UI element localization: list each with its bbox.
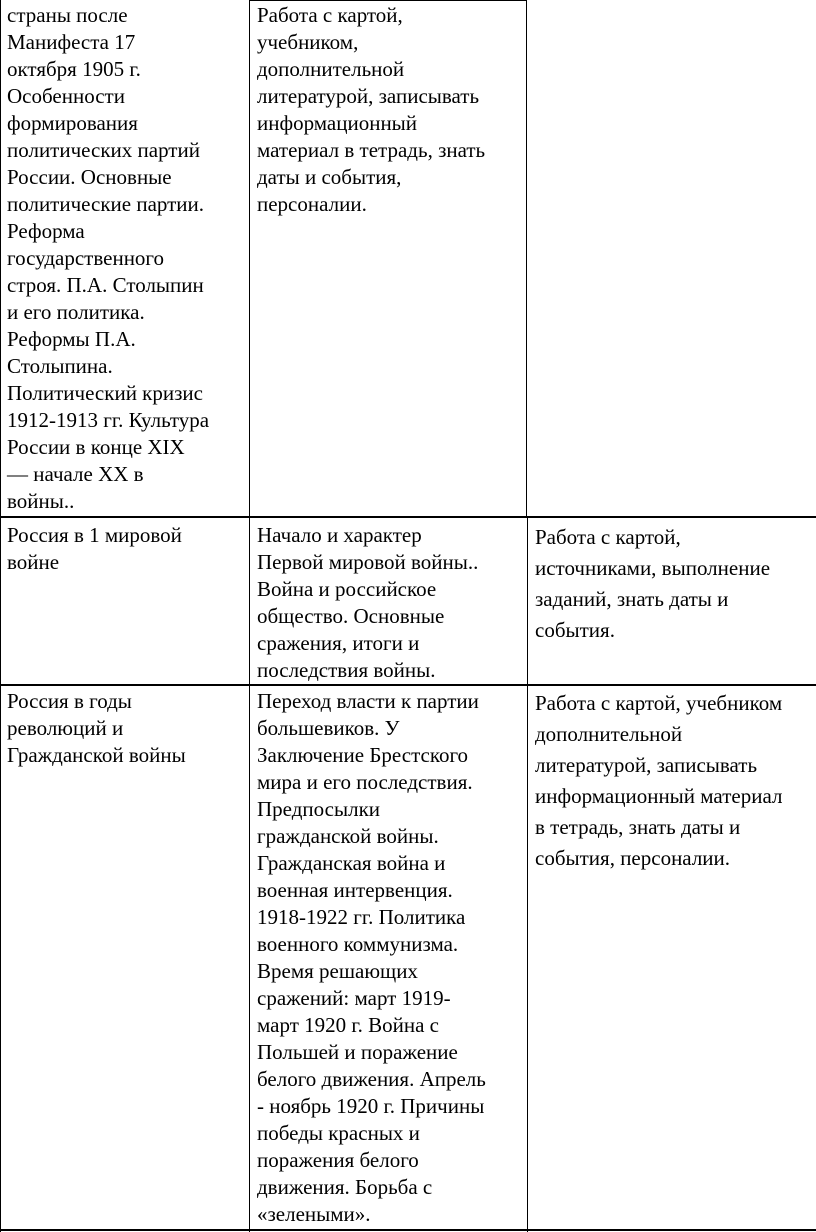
table-column-divider-2-upper	[526, 0, 527, 518]
table-row-divider-2	[0, 684, 816, 686]
row2-activities-cell: Работа с картой, источниками, выполнение заданий, знать даты и события.	[535, 525, 771, 642]
table-border-top	[250, 0, 526, 1]
table-column-divider-2-lower	[527, 518, 528, 1232]
row2-topic-cell: Россия в 1 мировой войне	[7, 523, 182, 574]
row1-topic-cell: страны после Манифеста 17 октября 1905 г. Особенности формирования политических партий России. Основные политические партии. Реформа государственного строя. П.А. Столыпин и его политика. Реформы П.А. Столыпина. Политический кризис 1912-1913 гг. Культура России в конце XIX — начале XX в войны..	[7, 3, 210, 513]
table-column-divider-1	[249, 0, 250, 1232]
table-border-left	[0, 0, 1, 1232]
row1-activities-cell: Работа с картой, учебником, дополнительной литературой, записывать информационный материал в тетрадь, знать даты и события, персоналии.	[257, 3, 486, 216]
row3-activities-cell: Работа с картой, учебником дополнительной литературой, записывать информационный материал в тетрадь, знать даты и события, персоналии.	[535, 691, 783, 870]
row2-content-cell: Начало и характер Первой мировой войны.. Война и российское общество. Основные сражения, итоги и последствия войны.	[257, 523, 479, 682]
table-border-bottom	[0, 1229, 816, 1231]
table-row-divider-1	[0, 516, 816, 518]
row3-content-cell: Переход власти к партии большевиков. У Заключение Брестского мира и его последствия. Предпосылки гражданской войны. Гражданская война и военная интервенция. 1918-1922 гг. Политика военного коммунизма. Время решающих сражений: март 1919- март 1920 г. Война с Польшей и поражение белого движения. Апрель - ноябрь 1920 г. Причины победы красных и поражения белого движения. Борьба с «зелеными».	[257, 689, 486, 1226]
row3-topic-cell: Россия в годы революций и Гражданской войны	[7, 689, 186, 767]
